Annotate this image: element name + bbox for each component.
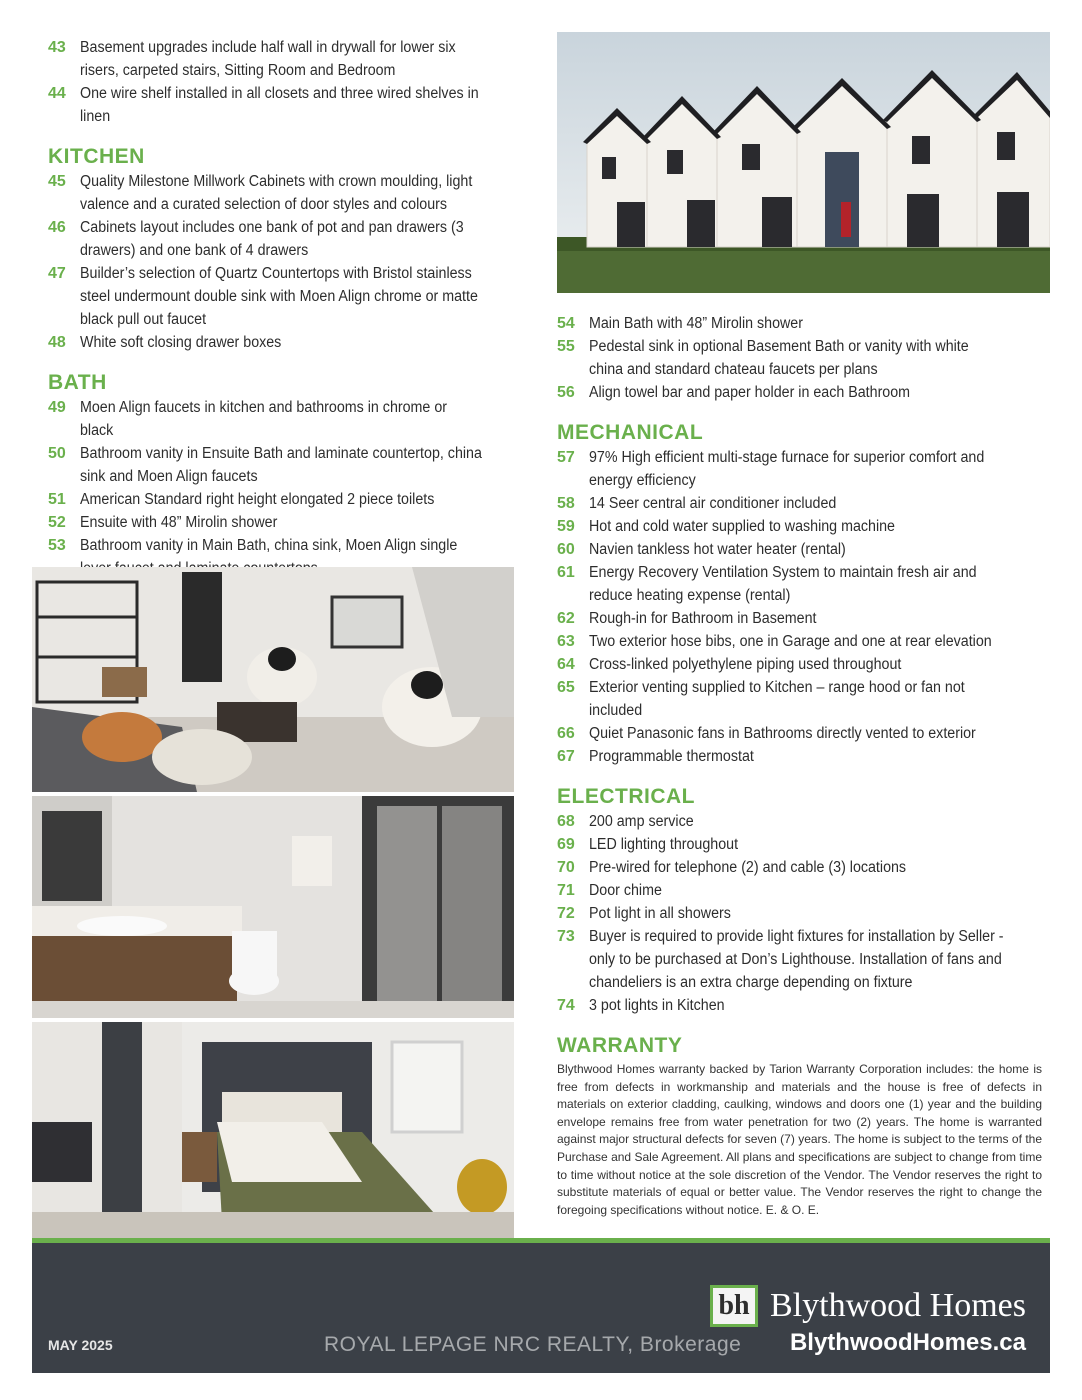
publication-date: MAY 2025 [48,1337,113,1353]
spec-item-text: White soft closing drawer boxes [80,334,282,351]
spec-item-number: 65 [557,679,575,696]
spec-item [48,216,518,262]
spec-item [557,722,1042,745]
spec-section [557,420,1042,768]
spec-item-text: 97% High efficient multi-stage furnace for superior comfort and energy efficiency [589,449,985,489]
spec-item-number: 47 [48,265,66,282]
spec-item-text: Cabinets layout includes one bank of pot and pan drawers (3 drawers) and one bank of 4 drawers [80,219,464,259]
spec-item-number: 69 [557,836,575,853]
spec-item [557,994,1042,1017]
spec-item-text: Quality Milestone Millwork Cabinets with crown moulding, light valence and a curated selection of door styles and colours [80,173,473,213]
spec-item-text: Energy Recovery Ventilation System to maintain fresh air and reduce heating expense (rental) [589,564,977,604]
spec-item-text: Hot and cold water supplied to washing machine [589,518,895,535]
spec-item [48,442,518,488]
spec-item-text: 3 pot lights in Kitchen [589,997,725,1014]
spec-item-text: Programmable thermostat [589,748,754,765]
spec-item [557,925,1042,994]
spec-item-text: Pre-wired for telephone (2) and cable (3) locations [589,859,907,876]
spec-item [48,488,518,511]
spec-item-text: Moen Align faucets in kitchen and bathrooms in chrome or black [80,399,448,439]
spec-section [557,784,1042,1017]
spec-item-number: 48 [48,334,66,351]
spec-item-number: 49 [48,399,66,416]
spec-item-text: Navien tankless hot water heater (rental) [589,541,846,558]
spec-section [48,144,518,354]
spec-item [48,36,518,82]
section-heading: KITCHEN [48,145,145,168]
spec-item-number: 53 [48,537,66,554]
warranty-heading: WARRANTY [557,1034,683,1057]
spec-item-text: 14 Seer central air conditioner included [589,495,837,512]
spec-item-number: 52 [48,514,66,531]
bathroom-photo [32,796,514,1018]
spec-item-text: One wire shelf installed in all closets and three wired shelves in linen [80,85,479,125]
spec-item [557,902,1042,925]
spec-item-number: 46 [48,219,66,236]
spec-item [557,446,1042,492]
spec-item-text: Exterior venting supplied to Kitchen – range hood or fan not included [589,679,965,719]
spec-item-number: 62 [557,610,575,627]
spec-item [48,170,518,216]
spec-item-number: 63 [557,633,575,650]
brokerage-watermark: ROYAL LEPAGE NRC REALTY, Brokerage [324,1333,742,1356]
spec-item [48,511,518,534]
footer-banner [32,1238,1050,1373]
spec-item-number: 64 [557,656,575,673]
section-heading: MECHANICAL [557,421,704,444]
bedroom-photo [32,1022,514,1238]
living-room-photo [32,567,514,792]
spec-item-text: Pot light in all showers [589,905,731,922]
spec-item-text: Quiet Panasonic fans in Bathrooms directly vented to exterior [589,725,976,742]
spec-item-text: Cross-linked polyethylene piping used throughout [589,656,902,673]
spec-item [557,607,1042,630]
spec-item-text: Align towel bar and paper holder in each Bathroom [589,384,911,401]
spec-item [557,833,1042,856]
spec-item-number: 73 [557,928,575,945]
spec-item-number: 61 [557,564,575,581]
spec-item [557,561,1042,607]
spec-item [557,856,1042,879]
spec-item-number: 68 [557,813,575,830]
spec-item-number: 50 [48,445,66,462]
spec-item-text: Builder’s selection of Quartz Countertops with Bristol stainless steel undermount double sink with Moen Align chrome or matte black pull out faucet [80,265,478,328]
warranty-section [557,1033,1042,1219]
spec-item-text: American Standard right height elongated 2 piece toilets [80,491,435,508]
brand-lockup [710,1285,1026,1327]
warranty-text: Blythwood Homes warranty backed by Tarion Warranty Corporation includes: the home is free from defects in workmanship and materials and the house is free of defects in materials on exterior cladding, caulking, windows and doors one (1) year and the building envelope remains free from water penetration for two (2) years. The home is warranted against major structural defects for seven (7) years. The home is subject to the terms of the Purchase and Sale Agreement. All plans and specifications are subject to change from time to time without notice at the sole discretion of the Vendor. The Vendor reserves the right to substitute materials of equal or better value. The Vendor reserves the right to change the foregoing specifications without notice. E. & O. E. [557,1062,1042,1217]
spec-item-text: Basement upgrades include half wall in drywall for lower six risers, carpeted stairs, Sitting Room and Bedroom [80,39,456,79]
spec-item-number: 59 [557,518,575,535]
spec-item-number: 57 [557,449,575,466]
section-heading: BATH [48,371,107,394]
spec-item [557,492,1042,515]
spec-section [48,370,518,580]
spec-item-number: 43 [48,39,66,56]
spec-item-number: 55 [557,338,575,355]
spec-item-text: Bathroom vanity in Main Bath, china sink, Moen Align single [80,537,458,554]
spec-item-text: LED lighting throughout [589,836,739,853]
spec-item-number: 44 [48,85,66,102]
spec-item-number: 45 [48,173,66,190]
spec-item-number: 74 [557,997,575,1014]
spec-item [557,538,1042,561]
spec-item [557,676,1042,722]
brand-name: Blythwood Homes [770,1287,1026,1324]
spec-item-text: Ensuite with 48” Mirolin shower [80,514,278,531]
left-spec-column [48,36,518,596]
spec-item-number: 67 [557,748,575,765]
spec-item-text: Pedestal sink in optional Basement Bath or vanity with white china and standard chateau faucets per plans [589,338,969,378]
spec-item [557,312,1042,335]
spec-section [48,36,518,128]
spec-item [48,262,518,331]
townhouse-exterior-photo [557,32,1050,293]
spec-item [557,810,1042,833]
spec-item-number: 60 [557,541,575,558]
spec-item-number: 54 [557,315,575,332]
spec-item-text: Bathroom vanity in Ensuite Bath and laminate countertop, china sink and Moen Align faucets [80,445,482,485]
spec-item-text: Rough-in for Bathroom in Basement [589,610,817,627]
spec-item [557,653,1042,676]
spec-item [557,515,1042,538]
spec-item-text: 200 amp service [589,813,694,830]
spec-item [557,381,1042,404]
spec-item-number: 66 [557,725,575,742]
spec-item-number: 58 [557,495,575,512]
spec-item-text: Door chime [589,882,662,899]
spec-item [557,335,1042,381]
spec-item-text: Buyer is required to provide light fixtures for installation by Seller - only to be purchased at Don’s Lighthouse. Installation of fans and chandeliers is an extra charge depending on fixture [589,928,1004,991]
spec-section [557,312,1042,404]
spec-item-number: 71 [557,882,575,899]
spec-item [557,630,1042,653]
spec-item-text: Two exterior hose bibs, one in Garage and one at rear elevation [589,633,992,650]
spec-item-text: Main Bath with 48” Mirolin shower [589,315,803,332]
spec-item-number: 51 [48,491,66,508]
spec-item [48,331,518,354]
spec-item-number: 70 [557,859,575,876]
spec-item-number: 72 [557,905,575,922]
spec-item [557,879,1042,902]
bh-logo-icon: bh [710,1285,758,1327]
section-heading: ELECTRICAL [557,785,695,808]
spec-item [557,745,1042,768]
website-link[interactable]: BlythwoodHomes.ca [789,1329,1026,1356]
spec-item-number: 56 [557,384,575,401]
spec-item [48,82,518,128]
right-spec-column [557,312,1042,1235]
spec-item [48,396,518,442]
